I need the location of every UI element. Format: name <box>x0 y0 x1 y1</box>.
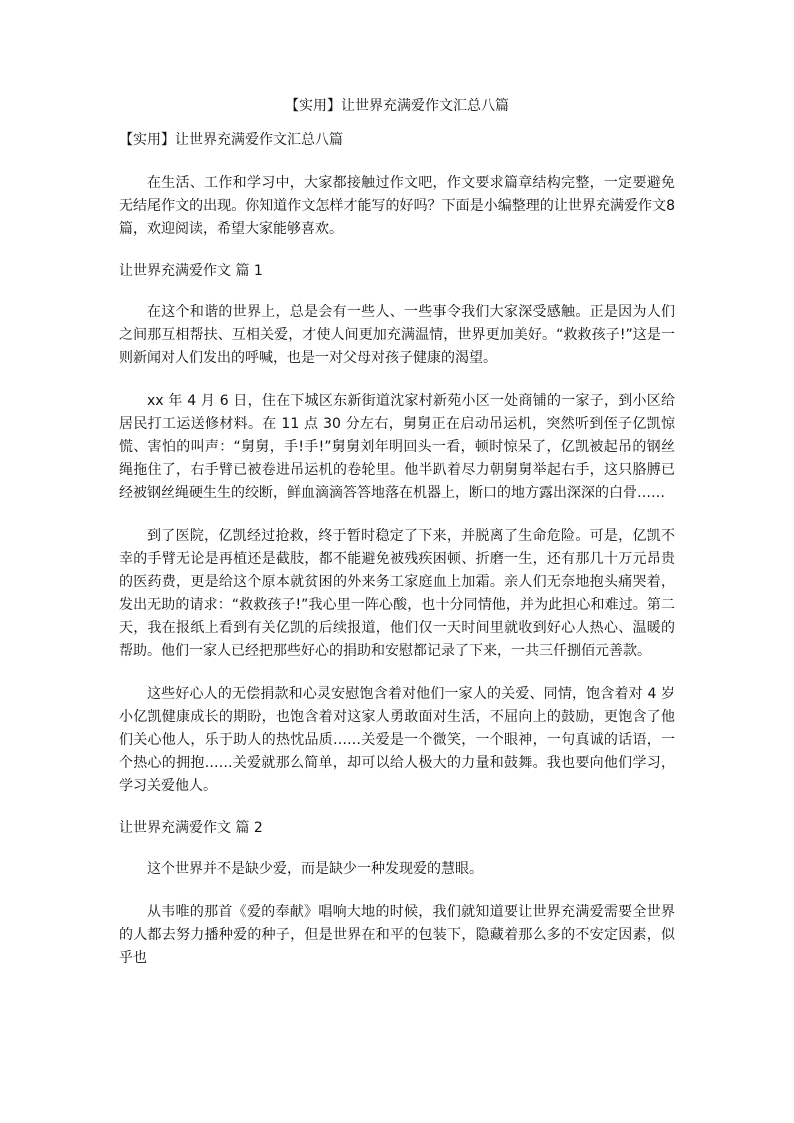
section-1-paragraph-2: xx 年 4 月 6 日，住在下城区东新街道沈家村新苑小区一处商铺的一家子，到小区给居民打工运送修材料。在 11 点 30 分左右，舅舅正在启动吊运机，突然听到侄子亿凯惊慌、害怕的叫声：“舅舅，手!手!”舅舅刘年明回头一看，顿时惊呆了，亿凯被起吊的钢丝绳拖住了，右手臂已被卷进吊运机的卷轮里。他半趴着尽力朝舅舅举起右手，这只胳膊已经被钢丝绳硬生生的绞断，鲜血滴滴答答地落在机器上，断口的地方露出深深的白骨…… <box>119 393 675 501</box>
document-subtitle: 【实用】让世界充满爱作文汇总八篇 <box>119 132 343 148</box>
section-1-paragraph-1: 在这个和谐的世界上，总是会有一些人、一些事令我们大家深受感触。正是因为人们之间那互相帮扶、互相关爱，才使人间更加充满温情，世界更加美好。“救救孩子!”这是一则新闻对人们发出的呼喊，也是一对父母对孩子健康的渴望。 <box>119 304 675 366</box>
intro-paragraph: 在生活、工作和学习中，大家都接触过作文吧，作文要求篇章结构完整，一定要避免无结尾作文的出现。你知道作文怎样才能写的好吗？下面是小编整理的让世界充满爱作文8篇，欢迎阅读，希望大家能够喜欢。 <box>119 175 675 237</box>
section-1-paragraph-3: 到了医院，亿凯经过抢救，终于暂时稳定了下来，并脱离了生命危险。可是，亿凯不幸的手臂无论是再植还是截肢，都不能避免被残疾困顿、折磨一生，还有那几十万元昂贵的医药费，更是给这个原本就贫困的外来务工家庭血上加霜。亲人们无奈地抱头痛哭着，发出无助的请求：“救救孩子!”我心里一阵心酸，也十分同情他，并为此担心和难过。第二天，我在报纸上看到有关亿凯的后续报道，他们仅一天时间里就收到好心人热心、温暖的帮助。他们一家人已经把那些好心的捐助和安慰都记录了下来，一共三仟捌佰元善款。 <box>119 528 675 659</box>
document-title: 【实用】让世界充满爱作文汇总八篇 <box>285 98 509 114</box>
section-heading-2: 让世界充满爱作文 篇 2 <box>119 820 263 836</box>
section-2-paragraph-1: 这个世界并不是缺少爱，而是缺少一种发现爱的慧眼。 <box>147 861 483 877</box>
section-heading-1: 让世界充满爱作文 篇 1 <box>119 263 263 279</box>
section-2-paragraph-2: 从韦唯的那首《爱的奉献》唱响大地的时候，我们就知道要让世界充满爱需要全世界的人都去努力播种爱的种子，但是世界在和平的包装下，隐藏着那么多的不安定因素，似乎也 <box>119 904 675 966</box>
section-1-paragraph-4: 这些好心人的无偿捐款和心灵安慰饱含着对他们一家人的关爱、同情，饱含着对 4 岁小亿凯健康成长的期盼，也饱含着对这家人勇敢面对生活，不屈向上的鼓励，更饱含了他们关心他人，乐于助人的热忱品质……关爱是一个微笑，一个眼神，一句真诚的话语，一个热心的拥抱……关爱就那么简单，却可以给人极大的力量和鼓舞。我也要向他们学习，学习关爱他人。 <box>119 686 675 794</box>
